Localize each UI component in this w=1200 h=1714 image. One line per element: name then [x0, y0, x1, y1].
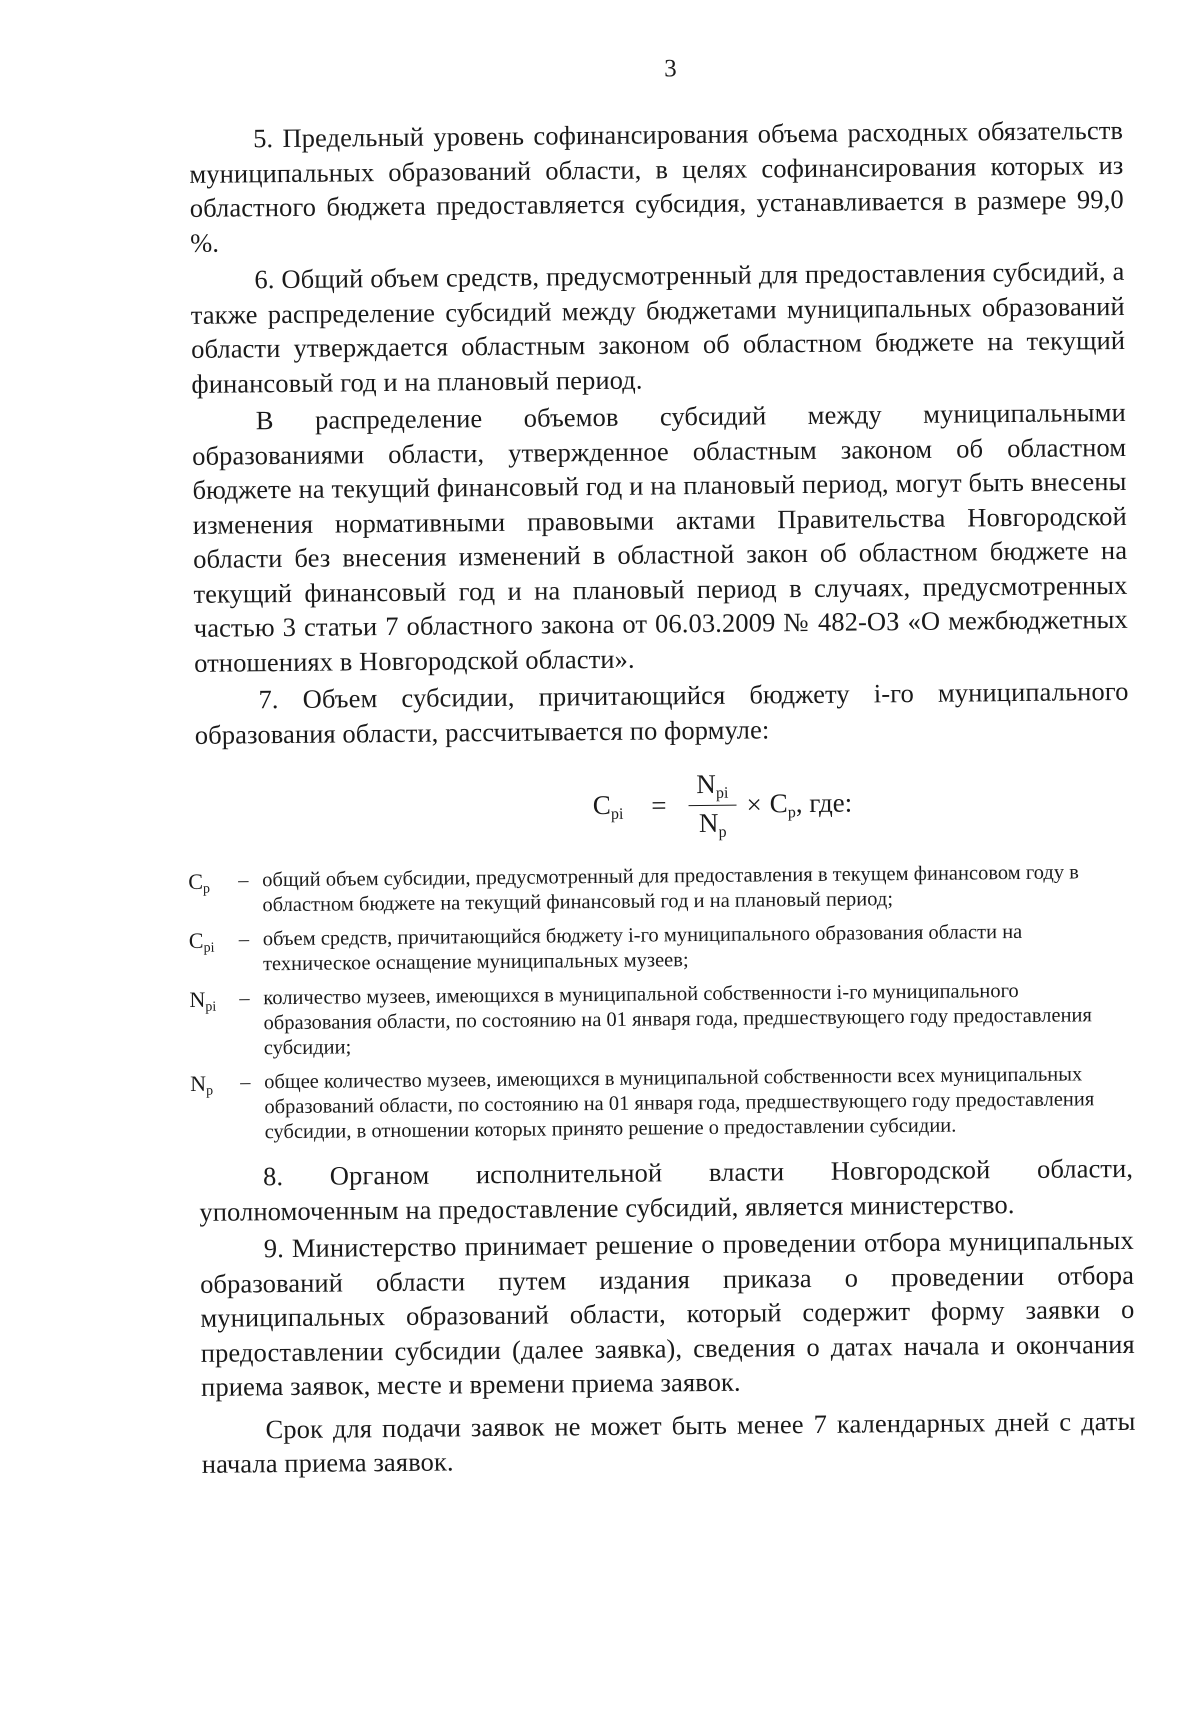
- formula-times: ×: [746, 789, 762, 820]
- formula-definitions: [188, 860, 1133, 1146]
- definition-text: общий объем субсидии, предусмотренный для предоставления в текущем финансовом году в областном бюджете на текущий финансовый год и на плановый период;: [262, 861, 1079, 917]
- definition-item: [189, 919, 1131, 978]
- paragraph-application-term: Срок для подачи заявок не может быть менее 7 календарных дней с даты начала приема заявок.: [201, 1405, 1136, 1479]
- formula-equals: =: [651, 790, 667, 821]
- formula-fraction: [688, 769, 737, 842]
- paragraph-5-cofinancing-level: 5. Предельный уровень софинансирования объема расходных обязательств муниципальных образований области, в целях софинансирования которых из областного бюджета предоставляется субсидия, устанавливается в размере 99,0 %.: [189, 114, 1124, 258]
- definition-term: $C_{pi}$: [188, 927, 215, 956]
- definition-text: объем средств, причитающийся бюджету i-го муниципального образования области на техническое оснащение муниципальных музеев;: [262, 920, 1023, 976]
- definition-dash: –: [238, 928, 250, 951]
- definition-item: [189, 978, 1132, 1062]
- definition-dash: –: [239, 987, 250, 1010]
- paragraph-7-subsidy-volume: 7. Объем субсидии, причитающийся бюджету i-го муниципального образования области, рассчитывается по формуле:: [194, 675, 1129, 750]
- definition-item: [188, 860, 1130, 919]
- formula-denominator: $N_p$: [698, 807, 727, 841]
- definition-term: $N_{pi}$: [189, 986, 217, 1015]
- page-number: 3: [664, 55, 677, 83]
- paragraph-9-selection: 9. Министерство принимает решение о проведении отбора муниципальных образований области путем издания приказа о проведении отбора муниципальных образований области, который содержит форму заявки о предоставлении субсидии (далее заявка), сведения о датах начала и окончания приема заявок, месте и времени приема заявок.: [199, 1224, 1135, 1402]
- definition-dash: –: [238, 869, 249, 892]
- definition-dash: –: [240, 1071, 251, 1094]
- formula-numerator: $N_{pi}$: [688, 769, 736, 806]
- subsidy-formula: [315, 765, 1130, 846]
- formula-lhs: $C_{pi}$: [592, 789, 624, 823]
- paragraph-6-total-funds: 6. Общий объем средств, предусмотренный для предоставления субсидий, а также распределение субсидий между бюджетами муниципальных образований области утверждается областным законом об областном бюджете на текущий финансовый год и на плановый период.: [190, 255, 1126, 399]
- definition-term: $C_p$: [188, 868, 211, 897]
- formula-tail: $C_p$, где:: [769, 787, 853, 821]
- paragraph-8-executive-body: 8. Органом исполнительной власти Новгородской области, уполномоченным на предоставление субсидий, является министерство.: [199, 1152, 1134, 1227]
- definition-item: [190, 1062, 1133, 1146]
- definition-text: количество музеев, имеющихся в муниципальной собственности i-го муниципального образования области, по состоянию на 01 января года, предшествующего году предоставления субсидии;: [263, 979, 1093, 1060]
- definition-term: $N_p$: [190, 1070, 214, 1099]
- paragraph-distribution-changes: В распределение объемов субсидий между муниципальными образованиями области, утвержденное областным законом об областном бюджете на текущий финансовый год и на плановый период, могут быть внесены изменения нормативными правовыми актами Правительства Новгородской области без внесения изменений в областной закон об областном бюджете на текущий финансовый год и на плановый период в случаях, предусмотренных частью 3 статьи 7 областного закона от 06.03.2009 № 482-ОЗ «О межбюджетных отношениях в Новгородской области».: [192, 396, 1128, 678]
- definition-text: общее количество музеев, имеющихся в муниципальной собственности всех муниципальных образований области, по состоянию на 01 января года, предшествующего году предоставления субсидии, в отношении которых принято решение о предоставлении субсидии.: [264, 1063, 1095, 1144]
